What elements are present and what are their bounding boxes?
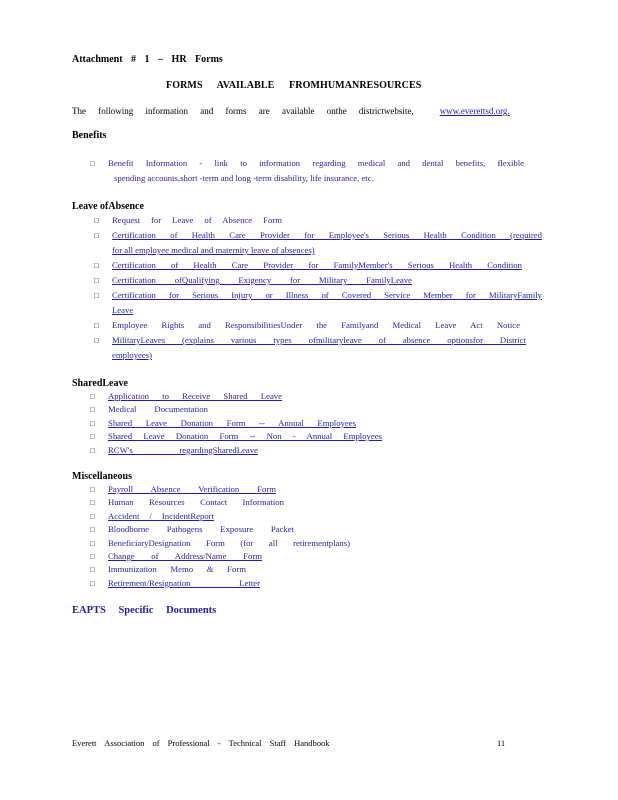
shared-item-0[interactable]: Application to Receive Shared Leave (108, 391, 282, 401)
section-title-miscellaneous: Miscellaneous (72, 471, 132, 482)
intro-paragraph (72, 106, 532, 116)
bullet-icon: □ (90, 498, 95, 508)
leave-item-1-line2[interactable]: for all employee medical and maternity leave of absences) (112, 245, 315, 255)
misc-item-6: Immunization Memo & Form (108, 564, 246, 575)
bullet-icon: □ (90, 392, 95, 401)
intro-text: The following information and forms are available onthe districtwebsite, (72, 106, 414, 116)
leave-item-3[interactable]: Certification ofQualifying Exigency for Military FamilyLeave (112, 275, 412, 285)
shared-item-3[interactable]: Shared Leave Donation Form -- Non - Annual Employees (108, 431, 382, 442)
bullet-icon: □ (90, 525, 95, 535)
leave-item-6[interactable]: MilitaryLeaves (explains various types ofmilitaryleave of absence optionsfor District (112, 335, 526, 345)
bullet-icon: □ (90, 418, 95, 428)
attachment-title: Attachment # 1 – HR Forms (72, 54, 223, 65)
shared-item-4[interactable]: RCW's regardingSharedLeave (108, 444, 258, 455)
footer-text: Everett Association of Professional - Technical Staff Handbook (72, 738, 330, 748)
bullet-icon: □ (90, 578, 95, 588)
misc-item-7[interactable]: Retirement/Resignation Letter (108, 577, 260, 588)
leave-item-0: Request for Leave of Absence Form (112, 215, 282, 225)
bullet-icon: □ (90, 511, 95, 521)
leave-item-4[interactable]: Certification for Serious Injury or Illness of Covered Service Member for MilitaryFamily (112, 290, 542, 300)
bullet-icon: □ (90, 538, 95, 548)
section-title-shared-leave: SharedLeave (72, 378, 128, 389)
bullet-icon: □ (94, 336, 99, 345)
misc-item-0[interactable]: Payroll Absence Verification Form (108, 484, 276, 494)
shared-item-1: Medical Documentation (108, 404, 208, 415)
bullet-icon: □ (90, 485, 95, 494)
misc-item-5[interactable]: Change of Address/Name Form (108, 551, 262, 561)
bullet-icon: □ (94, 321, 99, 330)
bullet-icon: □ (94, 216, 99, 225)
bullet-icon: □ (90, 565, 95, 575)
misc-item-1: Human Resources Contact Information (108, 497, 284, 508)
leave-item-4-line2[interactable]: Leave (112, 305, 134, 315)
misc-item-2[interactable]: Accident / IncidentReport (108, 510, 214, 521)
leave-item-6-line2[interactable]: employees) (112, 350, 153, 360)
misc-item-3: Bloodborne Pathogens Exposure Packet (108, 524, 294, 535)
bullet-icon: □ (90, 445, 95, 455)
misc-item-4: BeneficiaryDesignation Form (for all retirementplans) (108, 537, 350, 548)
bullet-icon: □ (94, 291, 99, 300)
bullet-icon: □ (90, 552, 95, 561)
bullet-icon: □ (90, 432, 95, 442)
section-title-leave: Leave ofAbsence (72, 201, 144, 212)
bullet-icon: □ (90, 405, 95, 415)
bullet-icon: □ (90, 159, 95, 168)
bullet-icon: □ (94, 231, 99, 240)
benefits-item-0: Benefit Information - link to information regarding medical and dental benefits, flexible (108, 158, 524, 168)
page-heading: FORMS AVAILABLE FROMHUMANRESOURCES (166, 80, 422, 91)
section-title-benefits: Benefits (72, 130, 107, 141)
eapts-heading: EAPTS Specific Documents (72, 605, 217, 616)
district-website-link[interactable]: www.everettsd.org. (439, 106, 510, 116)
leave-item-5: Employee Rights and ResponsibilitiesUnder the Familyand Medical Leave Act Notice (112, 320, 520, 330)
bullet-icon: □ (94, 276, 99, 285)
leave-item-1[interactable]: Certification of Health Care Provider for Employee's Serious Health Condition (required (112, 230, 542, 240)
shared-item-2[interactable]: Shared Leave Donation Form -- Annual Employees (108, 417, 356, 428)
page-number: 11 (497, 738, 506, 748)
leave-item-2[interactable]: Certification of Health Care Provider for FamilyMember's Serious Health Condition (112, 260, 522, 270)
benefits-item-0-line2: spending accounts,short -term and long -term disability, life insurance, etc. (114, 173, 374, 183)
bullet-icon: □ (94, 261, 99, 270)
